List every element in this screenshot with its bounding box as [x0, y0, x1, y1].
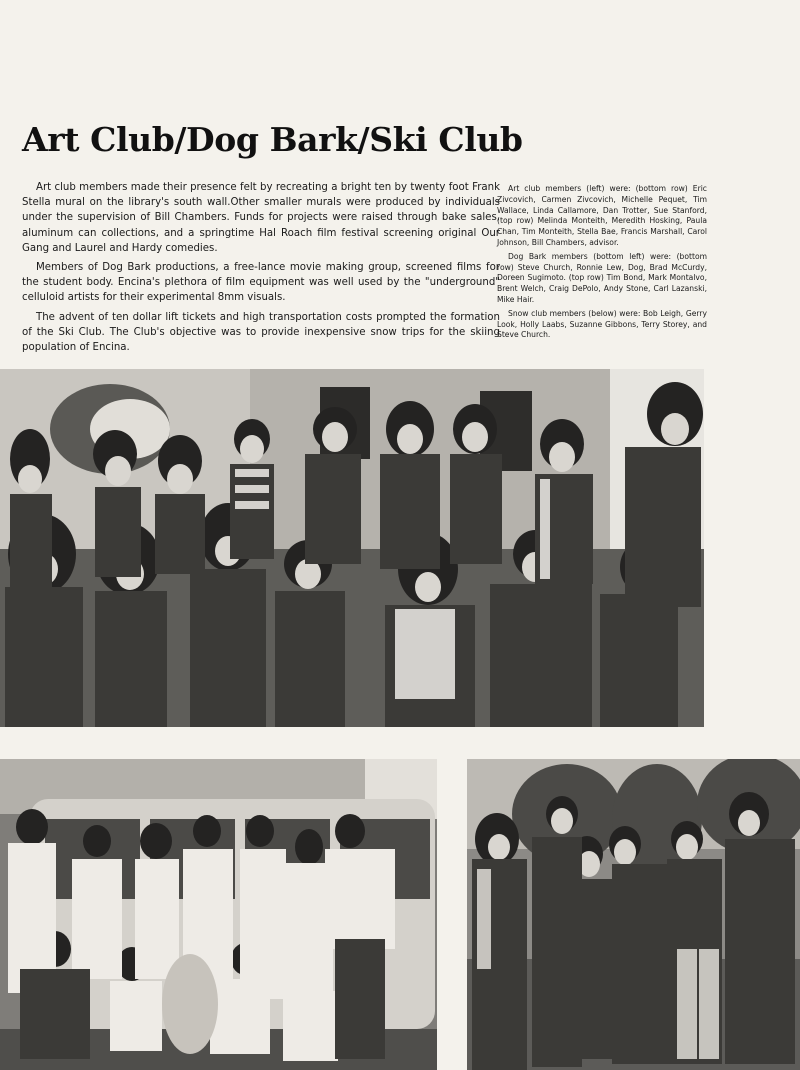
body-paragraph-dog-bark: Members of Dog Bark productions, a free-lance movie making group, screened films for the student body. Encina's plethora of film equipment was well used by the "underground" celluloid artists for their experimental 8mm visuals.	[22, 262, 500, 304]
body-paragraph-ski-club: The advent of ten dollar lift tickets and high transportation costs prompted the formation of the Ski Club. The Club's objective was to provide inexpensive snow trips for the skiing population of Encina.	[22, 311, 500, 354]
photo-captions	[497, 184, 707, 344]
art-club-photo-illustration	[0, 369, 704, 727]
art-club-photo	[0, 369, 704, 727]
page-title: Art Club/Dog Bark/Ski Club	[22, 120, 523, 159]
snow-club-photo-illustration	[467, 759, 800, 1070]
dog-bark-photo-illustration	[0, 759, 437, 1070]
caption-art-club: Art club members (left) were: (bottom row) Eric Zivcovich, Carmen Zivcovich, Michelle Pequet, Tim Wallace, Linda Callamore, Dan Trotter, Sue Stanford, (top row) Melinda Monteith, Meredith Hosking, Paula Chan, Tim Monteith, Stella Bae, Francis Marshall, Carol Johnson, Bill Chambers, advisor.	[497, 184, 707, 247]
dog-bark-photo	[0, 759, 437, 1070]
body-paragraph-art-club: Art club members made their presence felt by recreating a bright ten by twenty foot Frank Stella mural on the library's south wall.Other smaller murals were produced by individuals under the supervision of Bill Chambers. Funds for projects were raised through bake sales, aluminum can collections, and a springtime Hal Roach film festival screening original Our Gang and Laurel and Hardy comedies.	[22, 182, 500, 254]
snow-club-photo	[467, 759, 800, 1070]
caption-snow-club: Snow club members (below) were: Bob Leigh, Gerry Look, Holly Laabs, Suzanne Gibbons, Terry Storey, and Steve Church.	[497, 308, 707, 340]
caption-dog-bark: Dog Bark members (bottom left) were: (bottom row) Steve Church, Ronnie Lew, Dog, Brad McCurdy, Doreen Sugimoto. (top row) Tim Bond, Mark Montalvo, Brent Welch, Craig DePolo, Andy Stone, Carl Lazanski, Mike Hair.	[497, 251, 707, 304]
article-body	[22, 180, 500, 359]
